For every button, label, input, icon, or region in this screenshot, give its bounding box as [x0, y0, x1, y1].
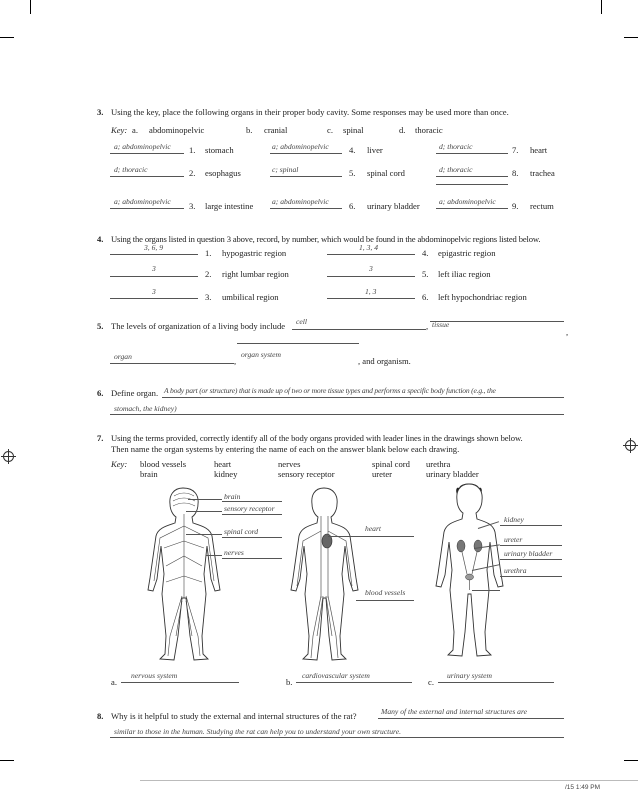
- footer-stamp: /15 1:49 PM: [565, 784, 601, 791]
- system-letter: a.: [111, 677, 117, 687]
- q3-organ: liver: [367, 145, 383, 155]
- q3-item-number: 3.: [189, 201, 196, 211]
- answer-line[interactable]: [121, 682, 239, 683]
- q3-organ: heart: [530, 145, 548, 155]
- q3-key-text: thoracic: [415, 125, 443, 135]
- q6-prompt: Define organ.: [111, 388, 159, 398]
- figure-c-label: ureter: [504, 535, 523, 544]
- q4-item-number: 4.: [422, 248, 429, 258]
- q4-region: left hypochondriac region: [438, 292, 527, 302]
- answer-line[interactable]: [222, 558, 282, 559]
- q3-answer: a; abdominopelvic: [114, 197, 171, 206]
- urinary-system-figure: [428, 482, 510, 662]
- q3-item-number: 9.: [512, 201, 519, 211]
- figure-a-label: nerves: [224, 548, 244, 557]
- q3-key-label: Key:: [111, 125, 128, 135]
- figure-a-label: brain: [224, 492, 241, 501]
- q3-number: 3.: [97, 107, 104, 117]
- leader-line: [206, 555, 222, 556]
- q3-key-letter: c.: [327, 125, 333, 135]
- q3-item-number: 7.: [512, 145, 519, 155]
- q7-prompt: Then name the organ systems by entering the name of each on the answer blank below each drawing.: [111, 444, 460, 454]
- q4-item-number: 3.: [205, 292, 212, 302]
- q3-answer: c; spinal: [272, 165, 299, 174]
- q6-answer-line1: A body part (or structure) that is made up of two or more tissue types and performs a specific body function (e.g., the: [164, 386, 496, 395]
- q4-answer: 3: [152, 264, 156, 273]
- q7-term: nerves: [278, 459, 301, 469]
- q4-answer: 1, 3: [365, 287, 377, 296]
- q6-number: 6.: [97, 388, 104, 398]
- answer-line[interactable]: [436, 184, 508, 185]
- q7-term: brain: [140, 469, 158, 479]
- crop-mark: [624, 37, 638, 38]
- crop-mark: [0, 37, 14, 38]
- nervous-system-figure: [140, 486, 230, 664]
- registration-mark-icon: [625, 440, 636, 451]
- q4-region: hypogastric region: [222, 248, 287, 258]
- q4-answer: 3, 6, 9: [144, 243, 163, 252]
- answer-line[interactable]: [378, 718, 564, 719]
- q4-answer: 3: [369, 264, 373, 273]
- q3-answer: d; thoracic: [439, 165, 473, 174]
- q7-number: 7.: [97, 433, 104, 443]
- system-answer: cardiovascular system: [302, 671, 370, 680]
- q3-item-number: 4.: [349, 145, 356, 155]
- leader-line: [328, 536, 362, 537]
- q3-key-text: spinal: [343, 125, 364, 135]
- q5-comma: ,: [234, 356, 237, 366]
- answer-line[interactable]: [110, 176, 184, 177]
- q3-item-number: 2.: [189, 168, 196, 178]
- q3-organ: rectum: [530, 201, 554, 211]
- q5-comma: ,: [566, 327, 569, 337]
- answer-line[interactable]: [110, 737, 564, 738]
- q3-item-number: 1.: [189, 145, 196, 155]
- q4-answer: 1, 3, 4: [359, 243, 378, 252]
- q6-answer-line2: stomach, the kidney): [114, 404, 177, 413]
- cardiovascular-system-figure: [283, 486, 365, 664]
- answer-line[interactable]: [110, 363, 234, 364]
- answer-line[interactable]: [500, 525, 562, 526]
- q4-answer: 3: [152, 287, 156, 296]
- answer-line[interactable]: [110, 276, 198, 277]
- figure-c-label: kidney: [504, 515, 524, 524]
- q4-item-number: 1.: [205, 248, 212, 258]
- q5-prompt: The levels of organization of a living body include: [111, 321, 286, 331]
- q3-organ: esophagus: [205, 168, 241, 178]
- answer-line[interactable]: [222, 514, 282, 515]
- figure-a-label: spinal cord: [224, 527, 259, 536]
- q3-organ: trachea: [530, 168, 555, 178]
- answer-line[interactable]: [438, 682, 554, 683]
- leader-line: [472, 590, 500, 591]
- q4-region: left iliac region: [438, 269, 491, 279]
- q3-key-text: abdominopelvic: [149, 125, 205, 135]
- q3-organ: large intestine: [205, 201, 254, 211]
- q7-term: urinary bladder: [426, 469, 479, 479]
- q3-key-letter: d.: [399, 125, 406, 135]
- system-answer: urinary system: [447, 671, 492, 680]
- figure-a-label: sensory receptor: [224, 504, 275, 513]
- crop-mark: [0, 760, 14, 761]
- system-letter: c.: [428, 677, 434, 687]
- q3-prompt: Using the key, place the following organs in their proper body cavity. Some responses may be used more than once.: [111, 107, 509, 117]
- q3-organ: spinal cord: [367, 168, 405, 178]
- q4-region: right lumbar region: [222, 269, 289, 279]
- answer-line[interactable]: [327, 298, 415, 299]
- q3-organ: stomach: [205, 145, 234, 155]
- q4-prompt: Using the organs listed in question 3 above, record, by number, which would be found in the abdominopelvic regions listed below.: [111, 234, 541, 244]
- q5-answer: cell: [296, 317, 307, 326]
- q3-answer: a; abdominopelvic: [272, 142, 329, 151]
- q5-comma: ,: [426, 321, 429, 331]
- crop-mark: [30, 0, 31, 14]
- answer-line[interactable]: [436, 153, 508, 154]
- q3-key-letter: a.: [132, 125, 138, 135]
- q8-answer-line1: Many of the external and internal structures are: [381, 707, 528, 716]
- answer-line[interactable]: [500, 576, 562, 577]
- q7-term: spinal cord: [372, 459, 410, 469]
- q8-answer-line2: similar to those in the human. Studying the rat can help you to understand your own structure.: [114, 727, 401, 736]
- q3-answer: a; abdominopelvic: [114, 142, 171, 151]
- registration-mark-icon: [3, 451, 14, 462]
- answer-line[interactable]: [430, 321, 564, 322]
- answer-line[interactable]: [110, 208, 184, 209]
- q4-item-number: 2.: [205, 269, 212, 279]
- q4-region: epigastric region: [438, 248, 496, 258]
- q3-answer: a; abdominopelvic: [272, 197, 329, 206]
- crop-mark: [624, 760, 638, 761]
- figure-b-label: blood vessels: [365, 588, 406, 597]
- system-letter: b.: [286, 677, 293, 687]
- q7-term: urethra: [426, 459, 451, 469]
- leader-line: [188, 499, 222, 500]
- q5-answer: tissue: [432, 320, 450, 329]
- q3-item-number: 5.: [349, 168, 356, 178]
- crop-mark: [601, 0, 602, 14]
- answer-line[interactable]: [110, 298, 198, 299]
- q5-answer: organ system: [241, 350, 282, 359]
- q4-region: umbilical region: [222, 292, 279, 302]
- answer-line[interactable]: [327, 276, 415, 277]
- q5-number: 5.: [97, 321, 104, 331]
- q7-term: heart: [214, 459, 232, 469]
- answer-line[interactable]: [436, 176, 508, 177]
- q7-term: sensory receptor: [278, 469, 335, 479]
- answer-line[interactable]: [222, 501, 282, 502]
- q5-answer: organ: [114, 352, 132, 361]
- q7-key-label: Key:: [111, 459, 128, 469]
- leader-line: [186, 534, 222, 535]
- answer-line[interactable]: [110, 414, 564, 415]
- answer-line[interactable]: [436, 208, 508, 209]
- answer-line[interactable]: [292, 329, 426, 330]
- answer-line[interactable]: [362, 600, 414, 601]
- answer-line[interactable]: [110, 254, 198, 255]
- answer-line[interactable]: [362, 536, 414, 537]
- answer-line[interactable]: [270, 176, 342, 177]
- q3-answer: a; abdominopelvic: [439, 197, 496, 206]
- figure-c-label: urethra: [504, 566, 527, 575]
- answer-line[interactable]: [237, 343, 359, 344]
- q7-prompt: Using the terms provided, correctly identify all of the body organs provided with leader lines in the drawings shown below.: [111, 433, 523, 443]
- q8-prompt: Why is it helpful to study the external and internal structures of the rat?: [111, 711, 357, 721]
- q5-ending: , and organism.: [358, 356, 411, 366]
- q4-number: 4.: [97, 234, 104, 244]
- footer-divider: [140, 780, 638, 781]
- answer-line[interactable]: [162, 397, 564, 398]
- answer-line[interactable]: [327, 254, 415, 255]
- q3-answer: d; thoracic: [439, 142, 473, 151]
- answer-line[interactable]: [110, 153, 184, 154]
- answer-line[interactable]: [500, 545, 562, 546]
- q3-organ: urinary bladder: [367, 201, 420, 211]
- q3-key-letter: b.: [246, 125, 253, 135]
- q4-item-number: 6.: [422, 292, 429, 302]
- answer-line[interactable]: [296, 682, 412, 683]
- answer-line[interactable]: [500, 559, 562, 560]
- q7-term: blood vessels: [140, 459, 187, 469]
- q3-item-number: 6.: [349, 201, 356, 211]
- q8-number: 8.: [97, 711, 104, 721]
- q3-item-number: 8.: [512, 168, 519, 178]
- figure-c-label: urinary bladder: [504, 549, 553, 558]
- leader-line: [186, 511, 222, 512]
- q7-term: ureter: [372, 469, 393, 479]
- q4-item-number: 5.: [422, 269, 429, 279]
- q7-term: kidney: [214, 469, 238, 479]
- answer-line[interactable]: [222, 537, 282, 538]
- answer-line[interactable]: [270, 153, 342, 154]
- system-answer: nervous system: [131, 671, 178, 680]
- figure-b-label: heart: [365, 524, 382, 533]
- answer-line[interactable]: [270, 208, 342, 209]
- q3-key-text: cranial: [264, 125, 288, 135]
- q3-answer: d; thoracic: [114, 165, 148, 174]
